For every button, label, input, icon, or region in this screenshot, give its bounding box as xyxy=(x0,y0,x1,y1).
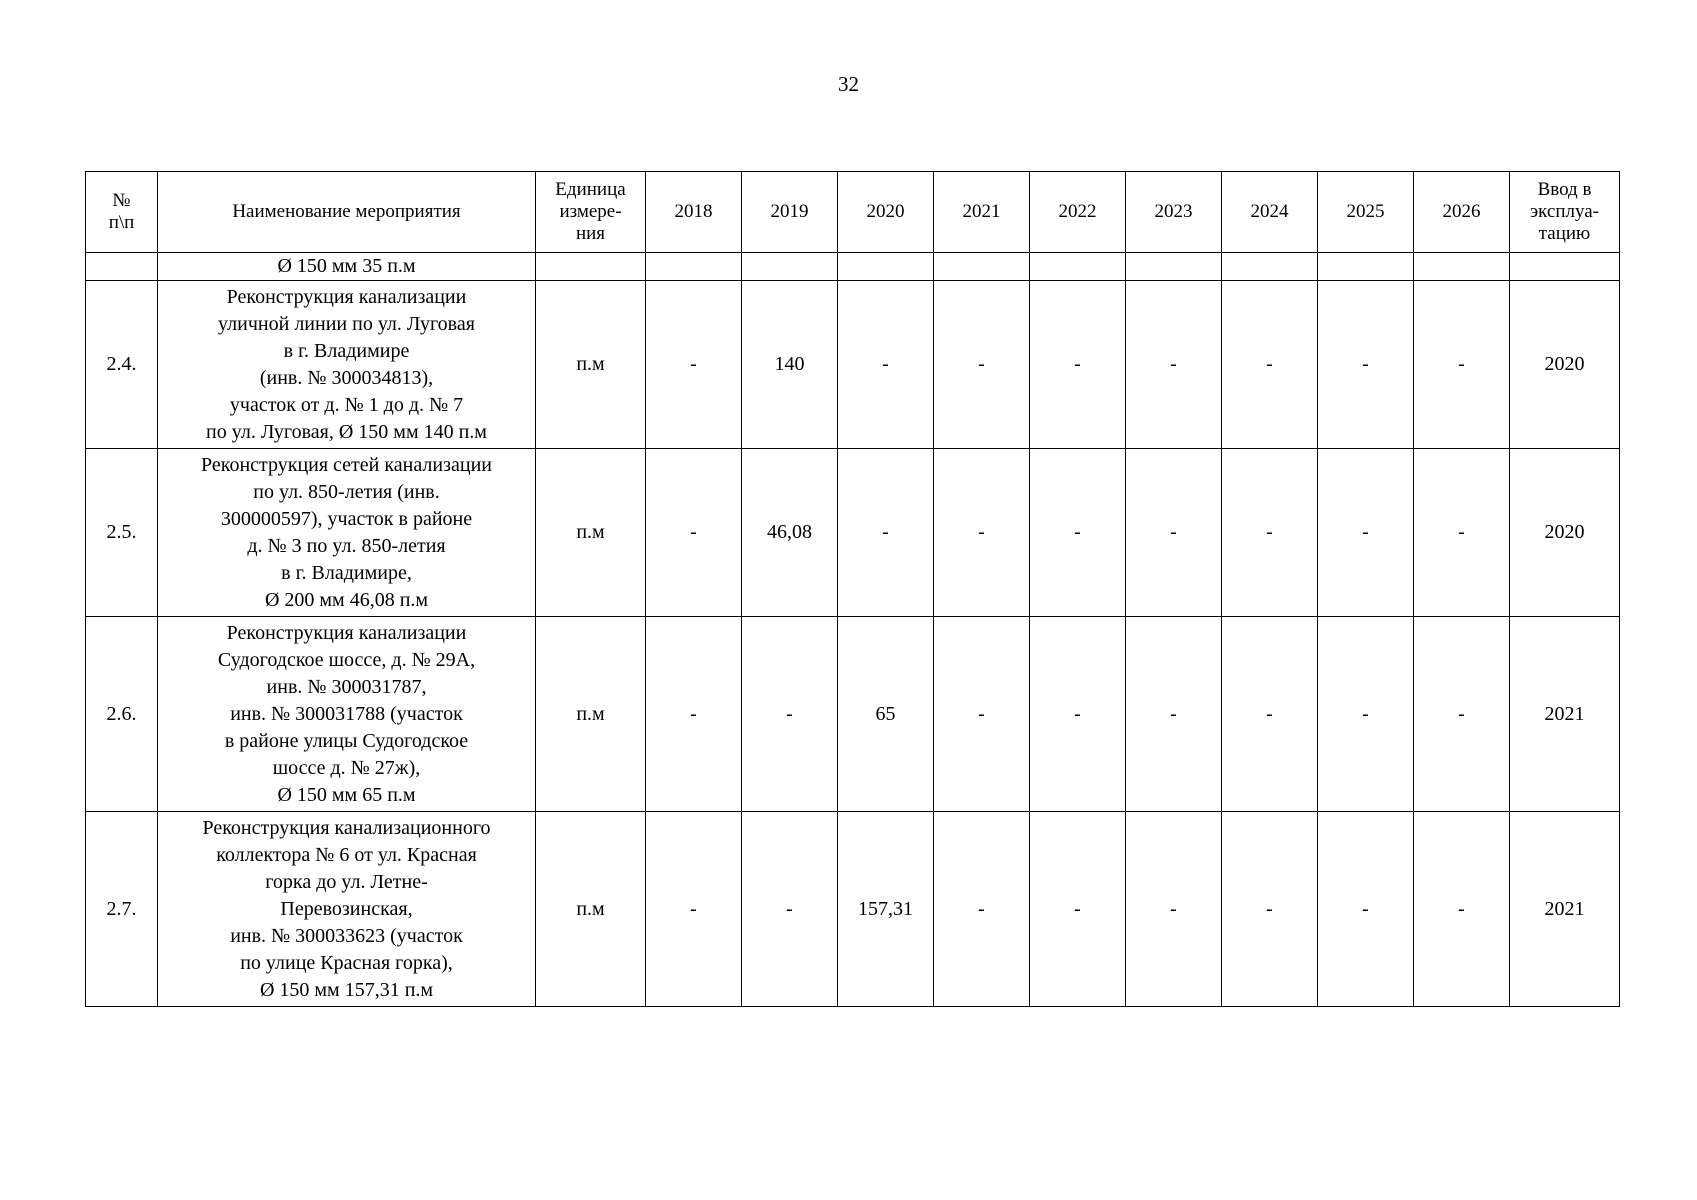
cell-unit xyxy=(536,253,646,281)
cell-value xyxy=(1414,253,1510,281)
header-year: 2025 xyxy=(1318,172,1414,253)
cell-value: - xyxy=(1126,281,1222,449)
cell-value: - xyxy=(646,449,742,617)
header-year: 2023 xyxy=(1126,172,1222,253)
header-row xyxy=(86,172,1620,253)
cell-value: - xyxy=(1414,281,1510,449)
cell-value xyxy=(646,253,742,281)
cell-commission: 2021 xyxy=(1510,812,1620,1007)
cell-value: - xyxy=(934,812,1030,1007)
cell-num: 2.7. xyxy=(86,812,158,1007)
header-year: 2020 xyxy=(838,172,934,253)
continuation-row xyxy=(86,253,1620,281)
cell-name: Реконструкция канализационного коллектора № 6 от ул. Красная горка до ул. Летне- Перевозинская, инв. № 300033623 (участок по улице Красная горка), Ø 150 мм 157,31 п.м xyxy=(158,812,536,1007)
cell-value: 46,08 xyxy=(742,449,838,617)
cell-value: - xyxy=(934,281,1030,449)
cell-value: - xyxy=(646,812,742,1007)
cell-value xyxy=(1126,253,1222,281)
cell-num: 2.5. xyxy=(86,449,158,617)
header-year: 2018 xyxy=(646,172,742,253)
header-name: Наименование мероприятия xyxy=(158,172,536,253)
cell-value: - xyxy=(742,812,838,1007)
cell-value: - xyxy=(1318,281,1414,449)
cell-value: - xyxy=(646,281,742,449)
cell-value xyxy=(1030,253,1126,281)
cell-value: - xyxy=(838,449,934,617)
cell-value: - xyxy=(1318,449,1414,617)
cell-name: Реконструкция канализации Судогодское шоссе, д. № 29А, инв. № 300031787, инв. № 300031788 (участок в районе улицы Судогодское шоссе д. № 27ж), Ø 150 мм 65 п.м xyxy=(158,617,536,812)
cell-num xyxy=(86,253,158,281)
header-year: 2019 xyxy=(742,172,838,253)
table-row xyxy=(86,281,1620,449)
cell-value: 140 xyxy=(742,281,838,449)
measures-table xyxy=(85,171,1620,1007)
cell-value xyxy=(742,253,838,281)
cell-value: - xyxy=(646,617,742,812)
cell-num: 2.4. xyxy=(86,281,158,449)
cell-name: Реконструкция сетей канализации по ул. 850-летия (инв. 300000597), участок в районе д. № 3 по ул. 850-летия в г. Владимире, Ø 200 мм 46,08 п.м xyxy=(158,449,536,617)
cell-value: - xyxy=(1222,812,1318,1007)
cell-unit: п.м xyxy=(536,617,646,812)
cell-value: - xyxy=(1126,617,1222,812)
cell-value: - xyxy=(1414,617,1510,812)
header-year: 2022 xyxy=(1030,172,1126,253)
cell-value: - xyxy=(1318,617,1414,812)
cell-value: - xyxy=(1030,617,1126,812)
table-row xyxy=(86,449,1620,617)
header-year: 2026 xyxy=(1414,172,1510,253)
cell-unit: п.м xyxy=(536,449,646,617)
cell-value xyxy=(934,253,1030,281)
cell-commission: 2020 xyxy=(1510,281,1620,449)
cell-value: - xyxy=(1126,812,1222,1007)
cell-value: - xyxy=(1414,449,1510,617)
cell-commission: 2020 xyxy=(1510,449,1620,617)
cell-value: - xyxy=(1222,617,1318,812)
cell-value: - xyxy=(1414,812,1510,1007)
table-row xyxy=(86,617,1620,812)
cell-value: 157,31 xyxy=(838,812,934,1007)
header-year: 2024 xyxy=(1222,172,1318,253)
cell-commission: 2021 xyxy=(1510,617,1620,812)
header-unit: Единица измере- ния xyxy=(536,172,646,253)
cell-value: - xyxy=(1030,812,1126,1007)
header-year: 2021 xyxy=(934,172,1030,253)
cell-value: - xyxy=(1126,449,1222,617)
cell-value: - xyxy=(1030,281,1126,449)
page-number: 32 xyxy=(838,72,859,96)
cell-value: - xyxy=(1222,449,1318,617)
header-num: № п\п xyxy=(86,172,158,253)
cell-value: - xyxy=(1222,281,1318,449)
cell-value: - xyxy=(838,281,934,449)
header-commission: Ввод в эксплуа- тацию xyxy=(1510,172,1620,253)
cell-value xyxy=(838,253,934,281)
cell-value: - xyxy=(1318,812,1414,1007)
cell-value: - xyxy=(742,617,838,812)
cell-value: 65 xyxy=(838,617,934,812)
cell-unit: п.м xyxy=(536,812,646,1007)
cell-value xyxy=(1318,253,1414,281)
cell-value: - xyxy=(1030,449,1126,617)
cell-name: Реконструкция канализации уличной линии по ул. Луговая в г. Владимире (инв. № 300034813), участок от д. № 1 до д. № 7 по ул. Луговая, Ø 150 мм 140 п.м xyxy=(158,281,536,449)
cell-value: - xyxy=(934,449,1030,617)
cell-name: Ø 150 мм 35 п.м xyxy=(158,253,536,281)
cell-unit: п.м xyxy=(536,281,646,449)
cell-commission xyxy=(1510,253,1620,281)
cell-value xyxy=(1222,253,1318,281)
table-row xyxy=(86,812,1620,1007)
cell-num: 2.6. xyxy=(86,617,158,812)
cell-value: - xyxy=(934,617,1030,812)
